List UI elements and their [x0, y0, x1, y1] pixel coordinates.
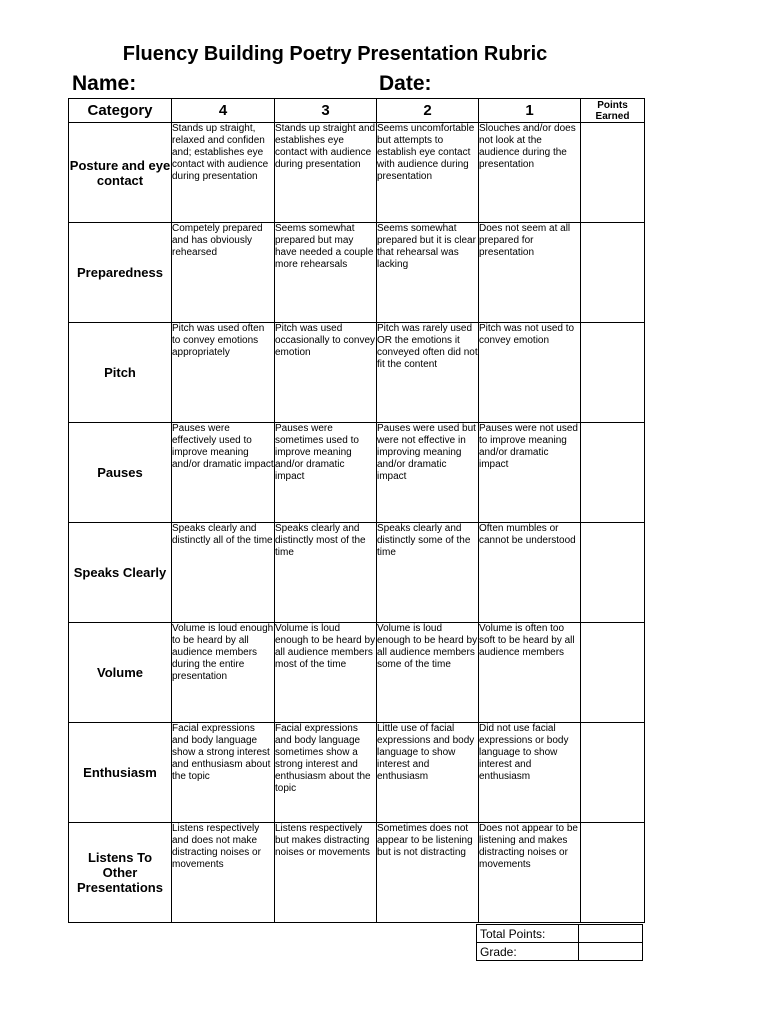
table-row [69, 723, 645, 823]
criteria-cell-score-3: Listens respectively but makes distracting noises or movements [275, 823, 377, 923]
rubric-header-row [69, 99, 645, 123]
criteria-cell-score-1: Did not use facial expressions or body language to show interest and enthusiasm [479, 723, 581, 823]
category-cell: Enthusiasm [69, 723, 172, 823]
points-earned-cell[interactable] [581, 423, 645, 523]
criteria-cell-score-3: Stands up straight and establishes eye contact with audience during presentation [275, 123, 377, 223]
rubric-table [68, 98, 645, 923]
criteria-cell-score-1: Pauses were not used to improve meaning and/or dramatic impact [479, 423, 581, 523]
category-cell: Volume [69, 623, 172, 723]
grade-label: Grade: [477, 943, 579, 961]
page-title: Fluency Building Poetry Presentation Rubric [122, 43, 548, 65]
criteria-cell-score-4: Speaks clearly and distinctly all of the time [172, 523, 275, 623]
column-header-score-1: 1 [479, 99, 581, 123]
criteria-cell-score-4: Listens respectively and does not make distracting noises or movements [172, 823, 275, 923]
criteria-cell-score-3: Seems somewhat prepared but may have needed a couple more rehearsals [275, 223, 377, 323]
grade-row [477, 943, 643, 961]
totals-table [476, 924, 643, 961]
criteria-cell-score-4: Pauses were effectively used to improve meaning and/or dramatic impact [172, 423, 275, 523]
criteria-cell-score-2: Pauses were used but were not effective in improving meaning and/or dramatic impact [377, 423, 479, 523]
criteria-cell-score-4: Stands up straight, relaxed and confiden and; establishes eye contact with audience during presentation [172, 123, 275, 223]
criteria-cell-score-2: Little use of facial expressions and body language to show interest and enthusiasm [377, 723, 479, 823]
criteria-cell-score-2: Volume is loud enough to be heard by all audience members some of the time [377, 623, 479, 723]
table-row [69, 123, 645, 223]
criteria-cell-score-2: Pitch was rarely used OR the emotions it conveyed often did not fit the content [377, 323, 479, 423]
criteria-cell-score-3: Speaks clearly and distinctly most of the time [275, 523, 377, 623]
column-header-category: Category [69, 99, 172, 123]
criteria-cell-score-3: Pauses were sometimes used to improve meaning and/or dramatic impact [275, 423, 377, 523]
criteria-cell-score-1: Does not seem at all prepared for presentation [479, 223, 581, 323]
criteria-cell-score-1: Pitch was not used to convey emotion [479, 323, 581, 423]
name-label: Name: [72, 72, 137, 95]
points-earned-cell[interactable] [581, 723, 645, 823]
criteria-cell-score-2: Seems uncomfortable but attempts to establish eye contact with audience during presentation [377, 123, 479, 223]
points-earned-cell[interactable] [581, 823, 645, 923]
criteria-cell-score-3: Volume is loud enough to be heard by all audience members most of the time [275, 623, 377, 723]
criteria-cell-score-4: Volume is loud enough to be heard by all audience members during the entire presentation [172, 623, 275, 723]
column-header-score-4: 4 [172, 99, 275, 123]
category-cell: Pauses [69, 423, 172, 523]
points-earned-cell[interactable] [581, 623, 645, 723]
column-header-score-2: 2 [377, 99, 479, 123]
grade-value[interactable] [579, 943, 643, 961]
category-cell: Posture and eye contact [69, 123, 172, 223]
category-cell: Listens To Other Presentations [69, 823, 172, 923]
table-row [69, 823, 645, 923]
criteria-cell-score-1: Volume is often too soft to be heard by all audience members [479, 623, 581, 723]
points-earned-cell[interactable] [581, 223, 645, 323]
criteria-cell-score-1: Does not appear to be listening and makes distracting noises or movements [479, 823, 581, 923]
criteria-cell-score-1: Slouches and/or does not look at the audience during the presentation [479, 123, 581, 223]
column-header-points-earned: Points Earned [581, 99, 645, 123]
table-row [69, 223, 645, 323]
category-cell: Speaks Clearly [69, 523, 172, 623]
column-header-score-3: 3 [275, 99, 377, 123]
criteria-cell-score-2: Sometimes does not appear to be listening but is not distracting [377, 823, 479, 923]
date-label: Date: [379, 72, 432, 95]
criteria-cell-score-2: Seems somewhat prepared but it is clear that rehearsal was lacking [377, 223, 479, 323]
points-earned-cell[interactable] [581, 123, 645, 223]
table-row [69, 323, 645, 423]
table-row [69, 523, 645, 623]
total-points-label: Total Points: [477, 925, 579, 943]
points-earned-cell[interactable] [581, 323, 645, 423]
category-cell: Preparedness [69, 223, 172, 323]
criteria-cell-score-4: Facial expressions and body language show a strong interest and enthusiasm about the topic [172, 723, 275, 823]
points-earned-cell[interactable] [581, 523, 645, 623]
criteria-cell-score-3: Pitch was used occasionally to convey emotion [275, 323, 377, 423]
criteria-cell-score-3: Facial expressions and body language sometimes show a strong interest and enthusiasm about the topic [275, 723, 377, 823]
total-points-row [477, 925, 643, 943]
total-points-value[interactable] [579, 925, 643, 943]
category-cell: Pitch [69, 323, 172, 423]
criteria-cell-score-4: Competely prepared and has obviously rehearsed [172, 223, 275, 323]
criteria-cell-score-4: Pitch was used often to convey emotions appropriately [172, 323, 275, 423]
criteria-cell-score-2: Speaks clearly and distinctly some of the time [377, 523, 479, 623]
table-row [69, 623, 645, 723]
table-row [69, 423, 645, 523]
criteria-cell-score-1: Often mumbles or cannot be understood [479, 523, 581, 623]
